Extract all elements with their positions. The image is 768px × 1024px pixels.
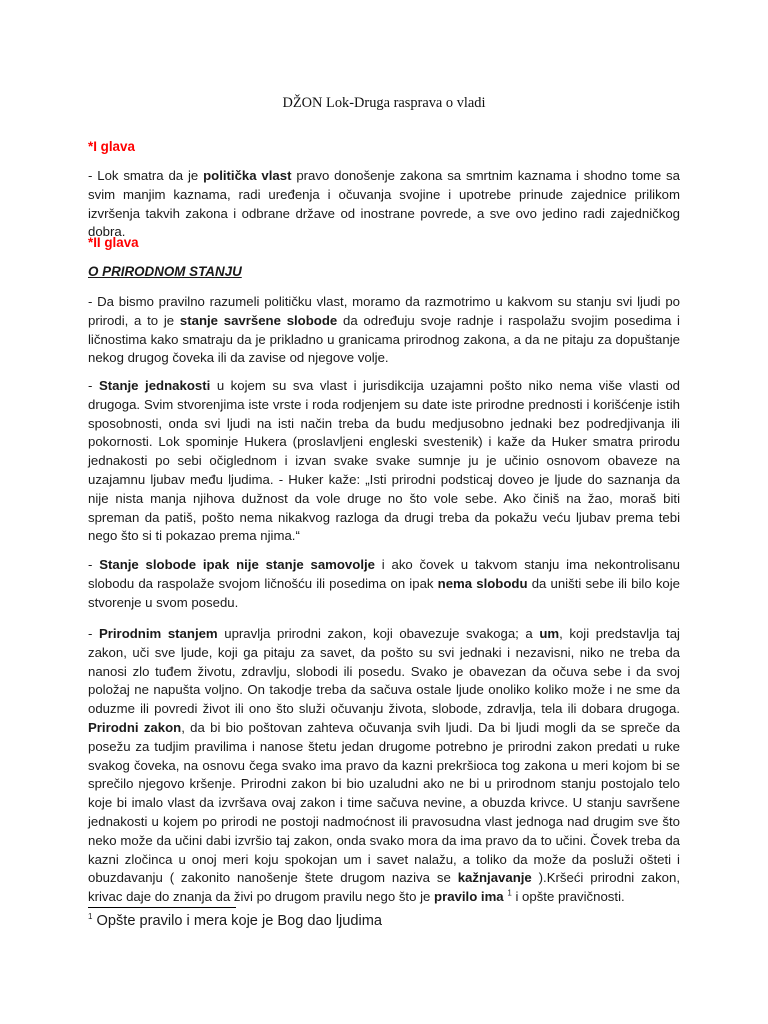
bold-term: kažnjavanje [457,870,532,886]
paragraph-text: - Lok smatra da je [88,168,204,183]
paragraph-text: da određuju svoje radnje i raspolažu svojim posedima i ličnostima kako smatraju da je prikladno u granicama prirodnog zakona, a da ne pitaju za dopuštanje nekog drugog čoveka ili da zavise od njegove volje. [88,312,680,366]
paragraph-text: upravlja prirodni zakon, koji obavezuje svakoga; a [217,626,540,641]
bold-term: pravilo ima [434,889,504,905]
bold-term: Prirodni zakon [88,719,182,735]
paragraph-text: - [88,626,99,641]
bold-term: Stanje jednakosti [98,378,211,393]
paragraph-text: u kojem su sva vlast i jurisdikcija uzajamni pošto niko nema više vlasti od drugoga. Svim stvorenjima iste vrste i roda rodjenjem su date iste prirodne prednosti i korišćenje istih sposobnosti, onda svi ljudi na isti način treba da budu medjusobno jednaki bez podredjivanja ili pokornosti. Lok spominje Hukera (proslavljeni engleski svestenik) i kaže da Huker smatra prirodu jednakosti po sebi očiglednom i izvan svake svake sumnje ju je učinio osnovom obaveze na uzajamnu ljubav među ljudima. - Huker kaže: „Isti prirodni podsticaj doveo je ljude do saznanja da nije nista manja njihova dužnost da vole druge no što vole sebe. Ako činiš na žao, moraš biti spreman da patiš, pošto nema nikakvog razloga da drugi treba da pokažu veću ljubav prema tebi nego što si ti pokazao prema njima.“ [88,378,680,544]
footnote-marker: 1 [88,912,93,922]
bold-term: Stanje slobode ipak nije stanje samovolje [99,557,375,572]
bold-term: um [539,626,560,641]
paragraph-natural-law [88,625,680,907]
paragraph-text: , koji predstavlja taj zakon, uči sve ljude, koji ga pitaju za savet, da pošto su svi jednaki i nezavisni, niko ne treba da nanosi zlo tuđem životu, zdravlju, slobodi ili posedu. Svako je obavezan da očuva sebe i da svoj položaj ne napušta voljno. On takodje treba da sačuva ostale ljude onoliko koliko može i ne sme da oduzme ili povredi život ili ono što služi očuvanju života, slobode, zdravlja, tela ili dobara drugoga. [88,626,680,717]
paragraph-freedom-not-license [88,556,680,612]
paragraph-text: pravo donošenje zakona sa smrtnim kaznama i shodno tome sa svim manjim kaznama, radi uređenja i očuvanja svojine i upotrebe prinude zajednice prilikom izvršenja takvih zakona i odbrane države od inostrane povrede, a sve ovo jedino radi zajedničkog dobra. [88,168,680,240]
document-title: DŽON Lok-Druga rasprava o vladi [282,95,486,111]
paragraph-text: - [88,557,100,572]
paragraph-text: i opšte pravičnosti. [511,889,625,905]
bold-term: Prirodnim stanjem [98,626,218,641]
chapter-heading-2: *II glava [88,235,139,250]
paragraph-text: - Da bismo pravilno razumeli političku vlast, moramo da razmotrimo u kakvom su stanju svi ljudi po prirodi, a to je [88,294,680,328]
section-subtitle: O PRIRODNOM STANJU [88,264,242,279]
bold-term: nema slobodu [437,575,528,591]
footnote-separator [88,907,236,908]
bold-term: politička vlast [203,168,292,183]
chapter-heading-1: *I glava [88,139,135,154]
paragraph-political-power [88,167,680,242]
paragraph-text: - [88,378,99,393]
footnote-text: Opšte pravilo i mera koje je Bog dao ljudima [96,913,383,929]
paragraph-text: , da bi bio poštovan zahteva očuvanja svih ljudi. Da bi ljudi mogli da se spreče da posežu za tudjim pravilima i nanose štetu jedan drugome potrebno je prirodni zakon predati u ruke svakog čoveka, na osnovu čega svako ima pravo da kazni prekršioca tog zakona u meri kojom bi se sprečilo njegovo kršenje. Prirodni zakon bi bio uzaludni ako ne bi u prirodnom stanju postojalo telo koje bi imalo vlast da izvršava ovaj zakon i time sačuva nevine, a obuzda krivce. U stanju savršene jednakosti u kojem po prirodi ne postoji nadmoćnost ili pravosudna vlast jednoga nad drugim sve što neko može da učini dabi izvršio taj zakon, onda svako mora da ima pravo da to učini. Čovek treba da kazni zločinca u onoj meri koju spokojan um i savet nalažu, a toliko da može da posluži ošteti i obuzdavanju ( zakonito nanošenje štete drugom naziva se [88,719,680,886]
paragraph-state-of-freedom [88,293,680,368]
paragraph-text: ).Kršeći prirodni zakon, krivac daje do znanja da živi po drugom pravilu nego što je [88,870,680,905]
paragraph-state-of-equality [88,377,680,546]
paragraph-text: i ako čovek u takvom stanju ima nekontrolisanu slobodu da raspolaže svojom ličnošću ili posedima on ipak [88,557,680,591]
footnote [88,912,382,930]
bold-term: stanje savršene slobode [179,312,338,328]
footnote-reference[interactable]: 1 [507,888,512,898]
paragraph-text: da uništi sebe ili bilo koje stvorenje u svom posedu. [88,575,681,610]
